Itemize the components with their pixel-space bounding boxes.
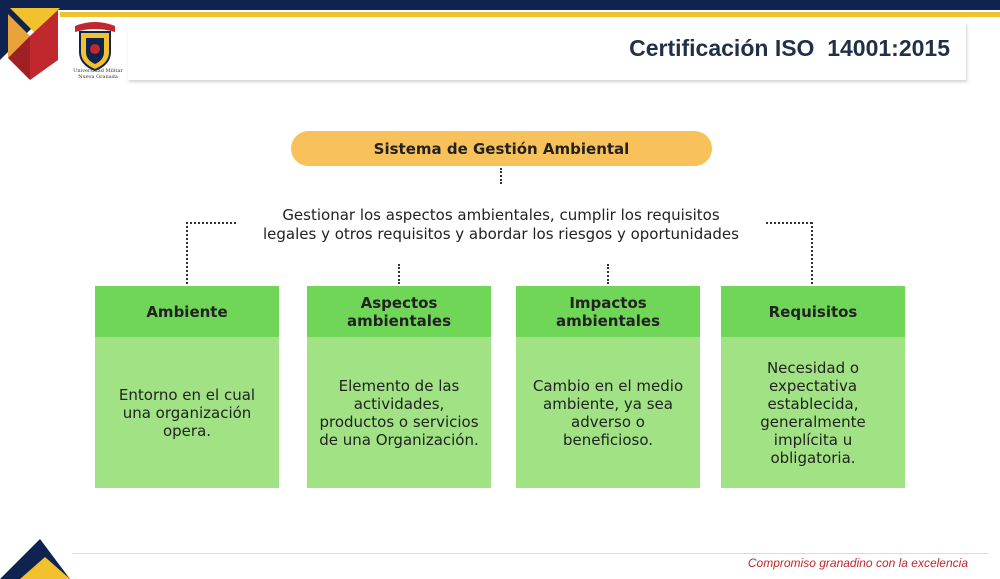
- goal-line-1: Gestionar los aspectos ambientales, cumplir los requisitos: [282, 206, 720, 224]
- footer-slogan: Compromiso granadino con la excelencia: [747, 556, 968, 570]
- card-impactos: [516, 286, 700, 488]
- goal-line-2: legales y otros requisitos y abordar los riesgos y oportunidades: [263, 225, 739, 243]
- connector-left-vertical: [186, 222, 188, 284]
- top-gold-bar: [60, 12, 1000, 17]
- card-aspectos: [307, 286, 491, 488]
- card-body: Necesidad o expectativa establecida, generalmente implícita u obligatoria.: [721, 337, 905, 488]
- card-title: Impactos ambientales: [516, 286, 700, 337]
- card-body: Cambio en el medio ambiente, ya sea adverso o beneficioso.: [516, 337, 700, 488]
- connector-pill-goal: [500, 168, 502, 184]
- card-ambiente: [95, 286, 279, 488]
- goal-text: [235, 206, 767, 244]
- top-navy-bar: [0, 0, 1000, 10]
- connector-right-vertical: [811, 222, 813, 284]
- corner-decoration-bottom: [0, 539, 70, 579]
- card-body: Entorno en el cual una organización opera.: [95, 337, 279, 488]
- title-card: [128, 22, 966, 80]
- card-title: Ambiente: [95, 286, 279, 337]
- connector-impacts: [607, 264, 609, 284]
- card-body: Elemento de las actividades, productos o servicios de una Organización.: [307, 337, 491, 488]
- card-title: Requisitos: [721, 286, 905, 337]
- card-title: Aspectos ambientales: [307, 286, 491, 337]
- footer-divider: [72, 553, 988, 554]
- system-label: Sistema de Gestión Ambiental: [291, 131, 712, 166]
- logo-text: Universidad Militar Nueva Granada: [73, 68, 123, 80]
- connector-left-horizontal: [186, 222, 236, 224]
- card-requisitos: [721, 286, 905, 488]
- page-title: Certificación ISO 14001:2015: [629, 35, 950, 61]
- connector-aspects: [398, 264, 400, 284]
- connector-right-horizontal: [766, 222, 812, 224]
